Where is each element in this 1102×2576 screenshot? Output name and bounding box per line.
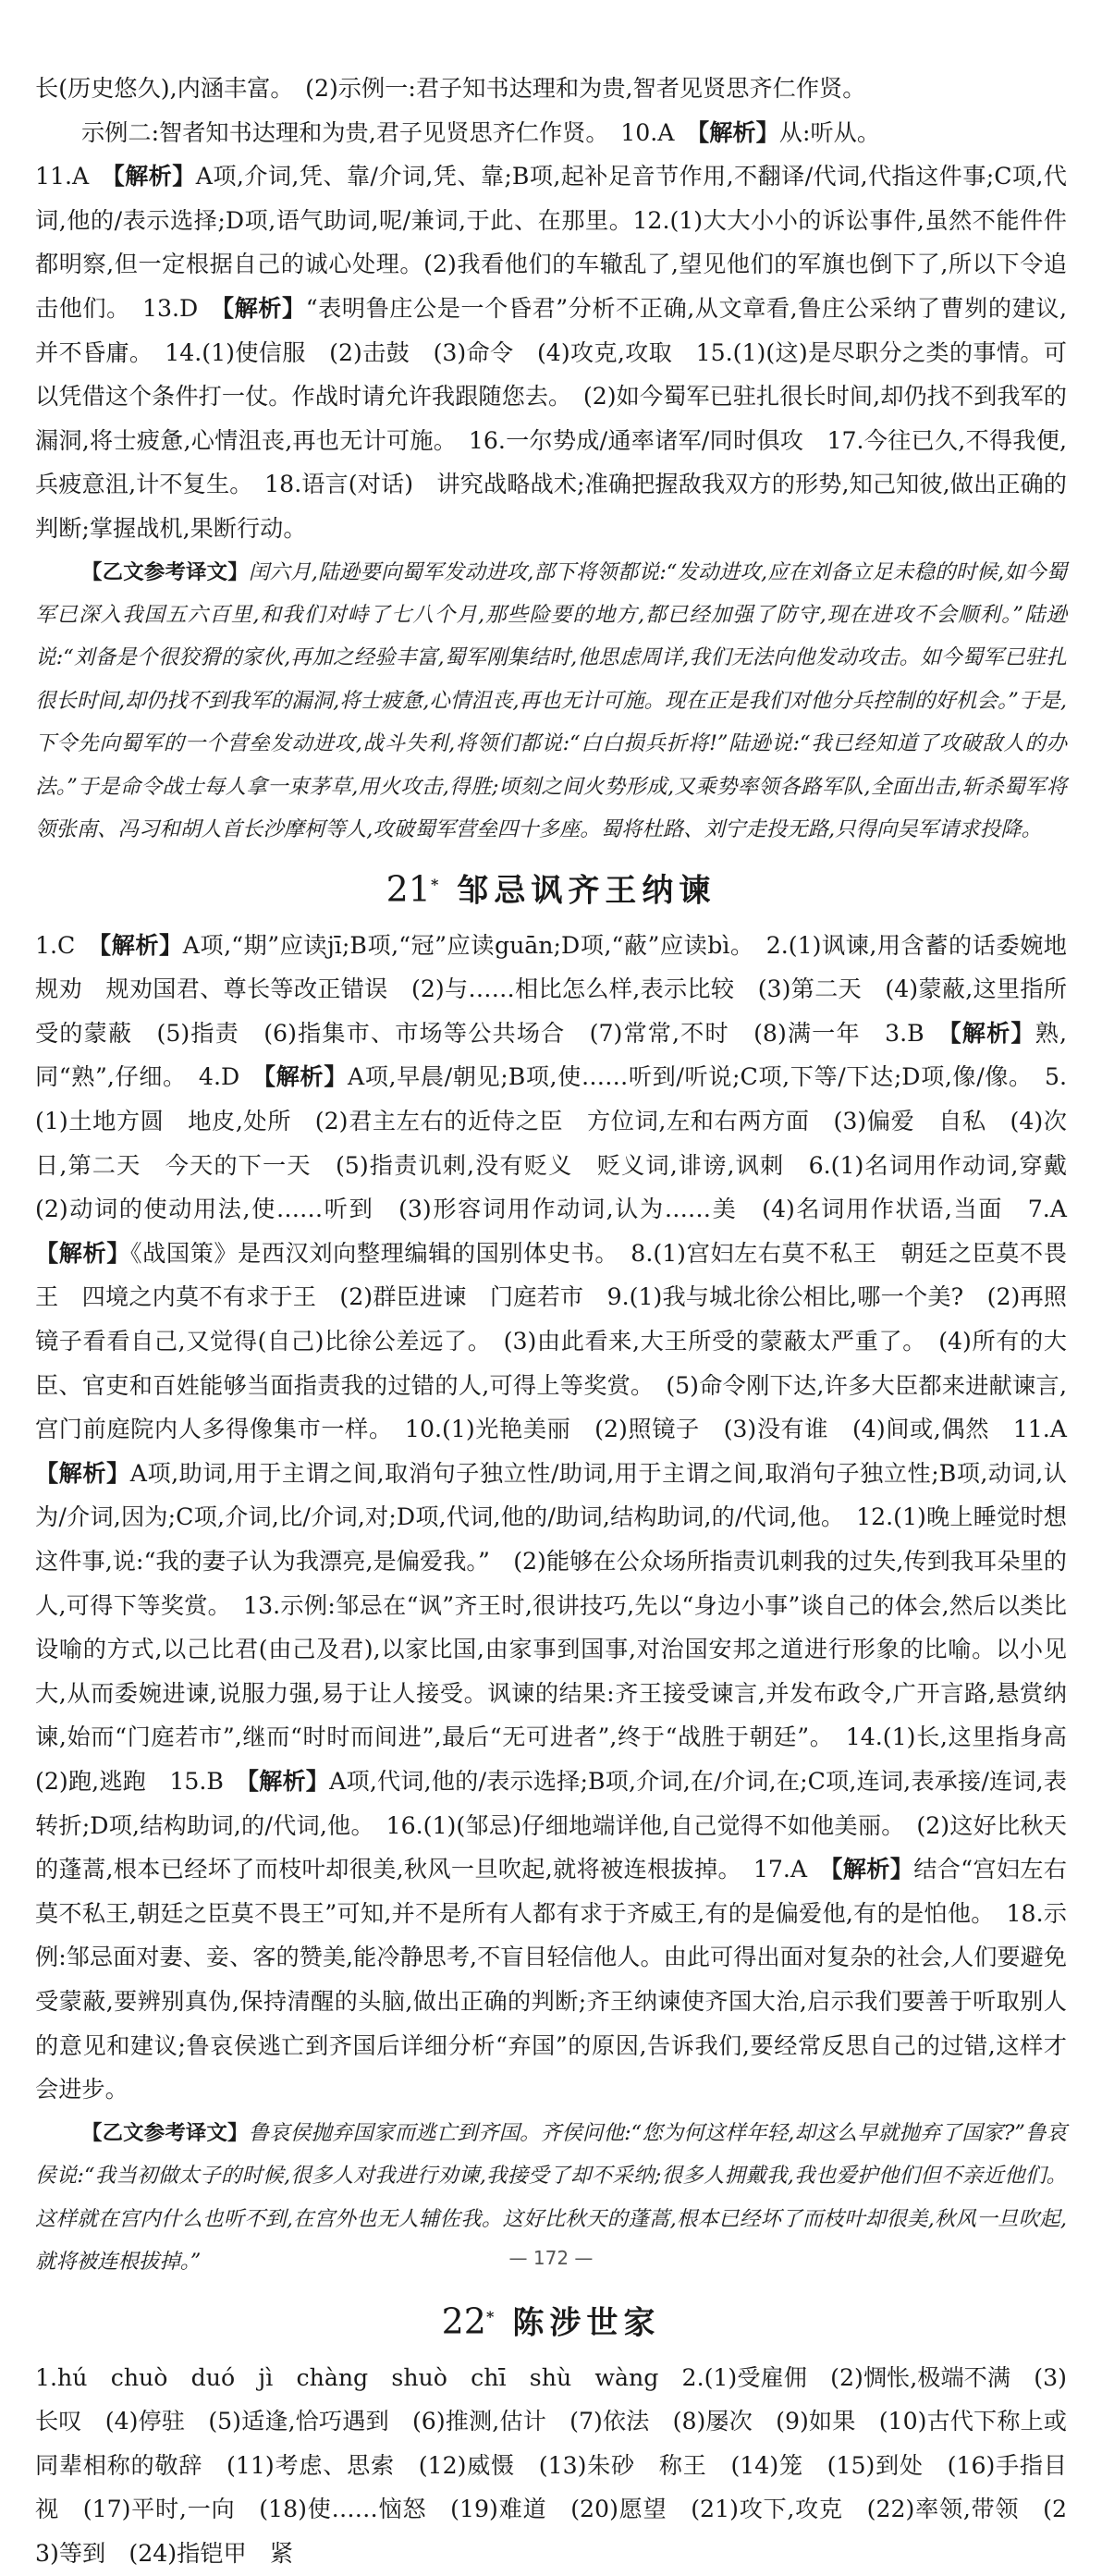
jiexi-tag: 【解析】 xyxy=(35,1239,130,1267)
answer-text: 1.hú chuò duó jì chàng shuò chī shù wàng 2.(1)受雇佣 (2)惆怅,极端不满 (3)长叹 (4)停驻 (5)适逢,恰巧遇到 (6)推测,估计 (7)依法 (8)屡次 (9)如果 (10)古代下称上或同辈相称的敬辞 (11)考虑、思索 (12)威慑 (13)朱砂 称王 (14)笼 (15)到处 (16)手指目视 (17)平时,一向 (18)使……恼怒 (19)难道 (20)愿望 (21)攻下,攻克 (22)率领,带领 (23)等到 (24)指铠甲 紧 xyxy=(35,2363,1067,2568)
answer-text: 《战国策》是西汉刘向整理编辑的国别体史书。 8.(1)宫妇左右莫不私王 朝廷之臣莫不畏王 四境之内莫不有求于王 (2)群臣进谏 门庭若市 9.(1)我与城北徐公相比,哪一个美? (2)再照镜子看看自己,又觉得(自己)比徐公差远了。 (3)由此看来,大王所受的蒙蔽太严重了。 (4)所有的大臣、官吏和百姓能够当面指责我的过错的人,可得上等奖赏。 (5)命令刚下达,许多大臣都来进献谏言,宫门前庭院内人多得像集市一样。 10.(1)光艳美丽 (2)照镜子 (3)没有谁 (4)间或,偶然 11.A xyxy=(35,1239,1091,1443)
jiexi-tag: 【解析】 xyxy=(35,1459,130,1487)
jiexi-tag: 【解析】 xyxy=(222,294,306,322)
translation-text: 鲁哀侯抛弃国家而逃亡到齐国。齐侯问他:“您为何这样年轻,却这么早就抛弃了国家?”鲁哀侯说:“我当初做太子的时候,很多人对我进行劝谏,我接受了却不采纳;很多人拥戴我,我也爱护他们但不亲近他们。这样就在宫内什么也听不到,在宫外也无人辅佐我。这好比秋天的蓬蒿,根本已经坏了而枝叶却很美,秋风一旦吹起,就将被连根拔掉。” xyxy=(35,2120,1068,2274)
paragraph xyxy=(35,924,1091,2112)
jiexi-tag: 【解析】 xyxy=(99,931,183,959)
translation-label: 【乙文参考译文】 xyxy=(81,2120,249,2145)
jiexi-tag: 【解析】 xyxy=(113,163,196,190)
lesson-number: 22 xyxy=(441,2300,486,2342)
answer-text: “表明鲁庄公是一个昏君”分析不正确,从文章看,鲁庄公采纳了曹刿的建议,并不昏庸。 14.(1)使信服 (2)击鼓 (3)命令 (4)攻克,攻取 15.(1)(这)是尽职分之类的事情。可以凭借这个条件打一仗。作战时请允许我跟随您去。 (2)如今蜀军已驻扎很长时间,却仍找不到我军的漏洞,将士疲惫,心情沮丧,再也无计可施。 16.一尔势成/通率诸军/同时俱攻 17.今往已久,不得我便,兵疲意沮,计不复生。 18.语言(对话) 讲究战略战术;准确把握敌我双方的形势,知己知彼,做出正确的判断;掌握战机,果断行动。 xyxy=(35,294,1068,542)
answer-text: A项,早晨/朝见;B项,使……听到/听说;C项,下等/下达;D项,像/像。 5.(1)土地方圆 地皮,处所 (2)君主左右的近侍之臣 方位词,左和右两方面 (3)偏爱 自私 (4)次日,第二天 今天的下一天 (5)指责讥刺,没有贬义 贬义词,诽谤,讽刺 6.(1)名词用作动词,穿戴 (2)动词的使动用法,使……听到 (3)形容词用作动词,认为……美 (4)名词用作状语,当面 7.A xyxy=(35,1063,1091,1223)
jiexi-tag: 【解析】 xyxy=(830,1856,914,1883)
answer-text: 长(历史悠久),内涵丰富。 (2)示例一:君子知书达理和为贵,智者见贤思齐仁作贤。 xyxy=(35,75,866,102)
paragraph xyxy=(35,111,1067,155)
answer-text: 从:听从。 xyxy=(778,118,881,146)
answer-text: 结合“宫妇左右莫不私王,朝廷之臣莫不畏王”可知,并不是所有人都有求于齐威王,有的是偏爱他,有的是怕他。 18.示例:邹忌面对妻、妾、客的赞美,能冷静思考,不盲目轻信他人。由此可得出面对复杂的社会,人们要避免受蒙蔽,要辨别真伪,保持清醒的头脑,做出正确的判断;齐王纳谏使齐国大治,启示我们要善于听取别人的意见和建议;鲁哀侯逃亡到齐国后详细分析“弃国”的原因,告诉我们,要经常反思自己的过错,这样才会进步。 xyxy=(35,1856,1067,2104)
answer-text: A项,“期”应读jī;B项,“冠”应读guān;D项,“蔽”应读bì。 2.(1)讽谏,用含蓄的话委婉地规劝 规劝国君、尊长等改正错误 (2)与……相比怎么样,表示比较 (3)第二天 (4)蒙蔽,这里指所受的蒙蔽 (5)指责 (6)指集市、市场等公共场合 (7)常常,不时 (8)满一年 3.B xyxy=(35,931,1067,1047)
jiexi-tag: 【解析】 xyxy=(247,1767,330,1795)
lesson-number: 21 xyxy=(386,868,431,910)
jiexi-tag: 【解析】 xyxy=(697,118,779,146)
lesson-title: 陈涉世家 xyxy=(512,2304,661,2342)
translation-text: 闰六月,陆逊要向蜀军发动进攻,部下将领都说:“发动进攻,应在刘备立足未稳的时候,如今蜀军已深入我国五六百里,和我们对峙了七八个月,那些险要的地方,都已经加强了防守,现在进攻不会顺利。”陆逊说:“刘备是个很狡猾的家伙,再加之经验丰富,蜀军刚集结时,他思虑周详,我们无法向他发动攻击。如今蜀军已驻扎很长时间,却仍找不到我军的漏洞,将士疲惫,心情沮丧,再也无计可施。现在正是我们对他分兵控制的好机会。”于是,下令先向蜀军的一个营垒发动进攻,战斗失利,将领们都说:“白白损兵折将!”陆逊说:“我已经知道了攻破敌人的办法。”于是命令战士每人拿一束茅草,用火攻击,得胜;顷刻之间火势形成,又乘势率领各路军队,全面出击,斩杀蜀军将领张南、冯习和胡人首长沙摩柯等人,攻破蜀军营垒四十多座。蜀将杜路、刘宁走投无路,只得向吴军请求投降。 xyxy=(35,559,1067,841)
paragraph xyxy=(35,154,1067,550)
jiexi-tag: 【解析】 xyxy=(263,1063,348,1091)
translation-label: 【乙文参考译文】 xyxy=(81,559,249,584)
jiexi-tag: 【解析】 xyxy=(949,1019,1035,1047)
lesson-marker: * xyxy=(485,2308,495,2326)
lesson-heading xyxy=(35,862,1067,914)
answer-text: A项,助词,用于主谓之间,取消句子独立性/助词,用于主谓之间,取消句子独立性;B项,动词,认为/介词,因为;C项,介词,比/介词,对;D项,代词,他的/助词,结构助词,的/代词,他。 12.(1)晚上睡觉时想这件事,说:“我的妻子认为我漂亮,是偏爱我。” (2)能够在公众场所指责讥刺我的过失,传到我耳朵里的人,可得下等奖赏。 13.示例:邹忌在“讽”齐王时,很讲技巧,先以“身边小事”谈自己的体会,然后以类比设喻的方式,以己比君(由己及君),以家比国,由家事到国事,对治国安邦之道进行形象的比喻。以小见大,从而委婉进谏,说服力强,易于让人接受。讽谏的结果:齐王接受谏言,并发布政令,广开言路,悬赏纳谏,始而“门庭若市”,继而“时时而间进”,最后“无可进者”,终于“战胜于朝廷”。 14.(1)长,这里指身高 (2)跑,逃跑 15.B xyxy=(35,1459,1091,1795)
answer-text: 11.A xyxy=(35,163,114,190)
page-number: — 172 — xyxy=(508,2247,594,2269)
lesson-title: 邹忌讽齐王纳谏 xyxy=(457,872,716,910)
paragraph xyxy=(35,67,1067,111)
answer-text: A项,介词,凭、靠/介词,凭、靠;B项,起补足音节作用,不翻译/代词,代指这件事;C项,代词,他的/表示选择;D项,语气助词,呢/兼词,于此、在那里。12.(1)大大小小的诉讼事件,虽然不能件件都明察,但一定根据自己的诚心处理。(2)我看他们的车辙乱了,望见他们的军旗也倒下了,所以下令追击他们。 13.D xyxy=(35,163,1067,322)
lesson-marker: * xyxy=(430,876,439,894)
answer-text: 示例二:智者知书达理和为贵,君子见贤思齐仁作贤。 10.A xyxy=(81,118,698,146)
answer-text: 熟,同“熟”,仔细。 4.D xyxy=(35,1019,1067,1091)
paragraph xyxy=(35,2356,1067,2576)
answer-text: 1.C xyxy=(35,931,100,959)
lesson-heading xyxy=(35,2294,1067,2346)
answer-text: A项,代词,他的/表示选择;B项,介词,在/介词,在;C项,连词,表承接/连词,表转折;D项,结构助词,的/代词,他。 16.(1)(邹忌)仔细地端详他,自己觉得不如他美丽。 (2)这好比秋天的蓬蒿,根本已经坏了而枝叶却很美,秋风一旦吹起,就将被连根拔掉。 17.A xyxy=(35,1767,1067,1883)
translation-paragraph xyxy=(35,551,1067,852)
